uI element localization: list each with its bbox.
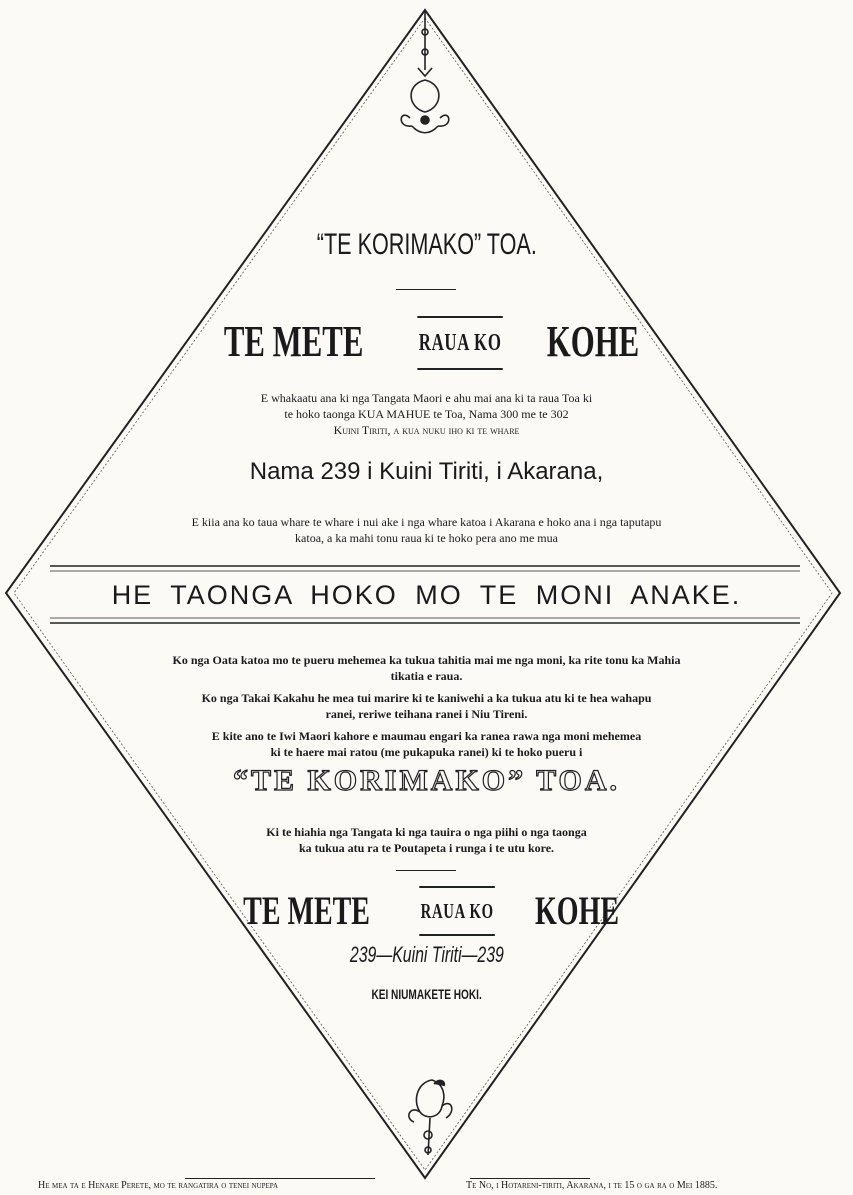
footer-rule-right — [470, 1178, 590, 1179]
orders-line-5: E kite ano te Iwi Maori kahore e maumau engari ka ranea rawa nga moni mehemea — [211, 729, 642, 743]
intro-line-1: E whakaatu ana ki nga Tangata Maori e ahu mai ana ki ta raua Toa ki — [260, 391, 593, 405]
cash-banner: HE TAONGA HOKO MO TE MONI ANAKE. — [111, 580, 742, 610]
business-name — [0, 316, 853, 370]
main-address: Nama 239 i Kuini Tiriti, i Akarana, — [249, 458, 604, 485]
orders-line-3: Ko nga Takai Kakahu he mea tui marire ki te kaniwehi a ka tukua atu ki te hea wahapu — [201, 691, 652, 705]
orders-line-6: ki te haere mai ratou (me pukapuka ranei) ki te hoko pueru i — [270, 745, 583, 759]
address-repeat: 239—Kuini Tiriti—239 — [349, 942, 504, 967]
top-ornament-icon — [401, 12, 449, 133]
intro-line-2: te hoko taonga KUA MAHUE te Toa, Nama 300 me te 302 — [284, 407, 569, 421]
orders-line-2: tikatia e raua. — [390, 669, 463, 683]
bottom-ornament-icon — [409, 1080, 452, 1155]
orders-line-4: ranei, reriwe teihana ranei i Niu Tireni. — [325, 707, 528, 721]
also-newmarket: KEI NIUMAKETE HOKI. — [371, 986, 482, 1002]
samples-line-1: Ki te hiahia nga Tangata ki nga tauira o nga piihi o nga taonga — [266, 825, 587, 839]
business-name-repeat — [0, 886, 853, 936]
footer-printer-credit: He mea ta e Henare Perete, mo te rangatira o tenei nupepa — [38, 1180, 279, 1191]
raua-ko: RAUA KO — [417, 316, 503, 370]
raua-ko-repeat: RAUA KO — [419, 886, 495, 936]
intro-line-3: Kuini Tiriti, a kua nuku iho ki te whare — [333, 423, 520, 437]
orders-line-1: Ko nga Oata katoa mo te pueru mehemea ka tukua tahitia mai me nga moni, ka rite tonu ka Mahia — [172, 653, 681, 667]
para2-line-2: katoa, a ka mahi tonu raua ki te hoko pera ano me mua — [295, 531, 558, 545]
footer-rule-left — [185, 1178, 375, 1179]
divider — [396, 870, 456, 871]
samples-line-2: ka tukua atu ra te Poutapeta i runga i te utu kore. — [298, 841, 555, 855]
divider — [396, 289, 456, 290]
mete-word-repeat: TE METE — [242, 888, 370, 933]
kohe-word: KOHE — [547, 317, 640, 366]
kohe-word-repeat: KOHE — [535, 888, 620, 933]
para2-line-1: E kiia ana ko taua whare te whare i nui ake i nga whare katoa i Akarana e hoko ana i nga taputapu — [191, 515, 662, 529]
store-heading: “TE KORIMAKO” TOA. — [316, 228, 537, 261]
mete-word: TE METE — [223, 317, 364, 366]
footer-date-line: Te No, i Hotareni-tiriti, Akarana, i te 15 o ga ra o Mei 1885. — [466, 1180, 718, 1191]
store-name-display: “TE KORIMAKO” TOA. — [232, 764, 621, 797]
